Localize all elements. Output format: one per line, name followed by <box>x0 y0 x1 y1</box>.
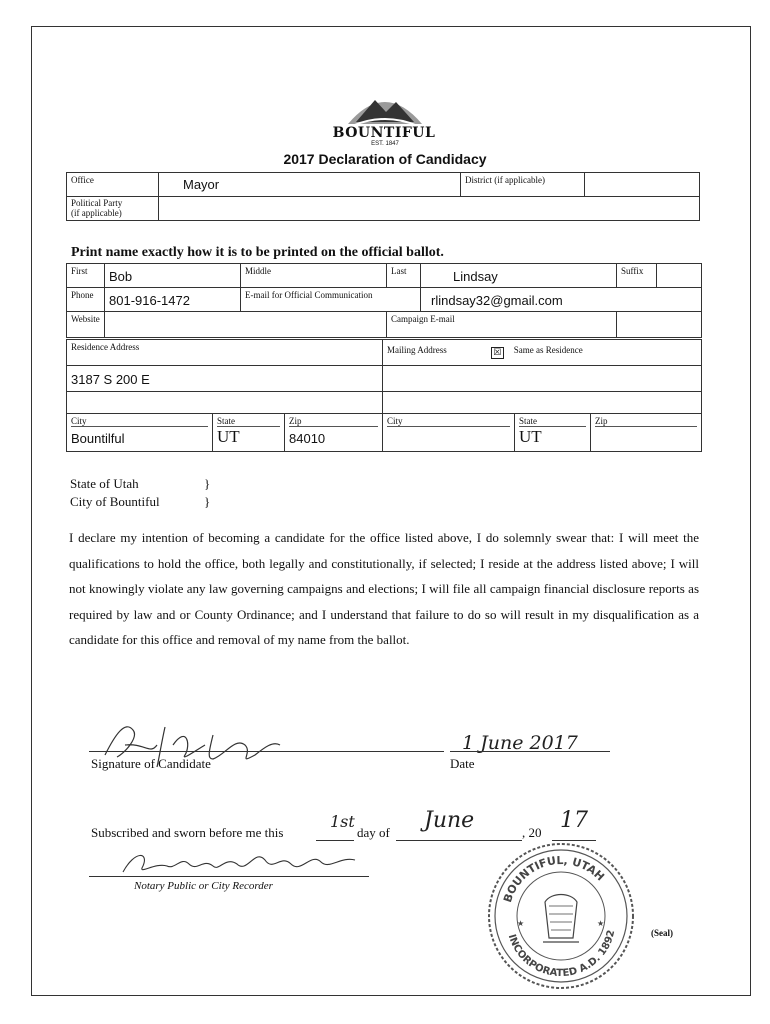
seal-label: (Seal) <box>651 928 673 938</box>
district-label-cell <box>461 173 585 197</box>
suffix-value-cell[interactable] <box>657 264 702 288</box>
last-label: Last <box>391 266 407 276</box>
party-value-cell[interactable] <box>159 197 700 221</box>
res-state-value: UT <box>217 427 240 446</box>
same-as-residence-checkbox[interactable]: ☒ <box>491 347 504 359</box>
signature-of-candidate-label: Signature of Candidate <box>91 756 211 771</box>
office-label-cell <box>67 173 159 197</box>
residence-value: 3187 S 200 E <box>71 372 150 387</box>
mailing-value-cell[interactable] <box>383 366 702 392</box>
party-label-line1: Political Party <box>71 198 123 208</box>
office-label: Office <box>71 175 94 185</box>
month-line <box>396 840 522 841</box>
svg-text:★: ★ <box>517 919 525 928</box>
date-line <box>450 751 610 752</box>
page-title: 2017 Declaration of Candidacy <box>283 151 487 167</box>
candidate-signature-line <box>89 751 444 752</box>
res-state-label: State <box>217 414 280 427</box>
first-value: Bob <box>109 269 133 284</box>
mail-state-label: State <box>519 414 586 427</box>
svg-text:★: ★ <box>597 919 605 928</box>
last-value: Lindsay <box>453 269 498 284</box>
brace-1: } <box>204 476 211 491</box>
res-city-label: City <box>71 414 208 427</box>
phone-value: 801-916-1472 <box>109 293 190 308</box>
res-zip-cell[interactable] <box>285 414 383 452</box>
first-value-cell[interactable] <box>105 264 241 288</box>
date-label: Date <box>450 756 475 771</box>
first-label-cell <box>67 264 105 288</box>
residence-line2-cell[interactable] <box>67 392 383 414</box>
mail-city-label: City <box>387 414 510 427</box>
website-value-cell[interactable] <box>105 312 387 338</box>
logo-est: EST. 1847 <box>371 141 399 147</box>
email-label: E-mail for Official Communication <box>245 290 373 300</box>
mail-state-cell[interactable] <box>515 414 591 452</box>
year-line <box>552 840 596 841</box>
residence-value-cell[interactable] <box>67 366 383 392</box>
party-label-line2: (if applicable) <box>71 208 122 218</box>
jurisdiction-block <box>70 475 210 511</box>
mail-zip-cell[interactable] <box>591 414 702 452</box>
candidate-table <box>66 263 702 338</box>
notary-label: Notary Public or City Recorder <box>134 880 273 892</box>
suffix-label-cell <box>617 264 657 288</box>
res-zip-value: 84010 <box>289 431 326 446</box>
phone-value-cell[interactable] <box>105 288 241 312</box>
middle-label: Middle <box>245 266 271 276</box>
middle-cell[interactable] <box>241 264 387 288</box>
website-label: Website <box>71 314 100 324</box>
mailing-label: Mailing Address <box>387 345 447 355</box>
notary-year-value: 17 <box>560 808 588 833</box>
res-state-cell[interactable] <box>213 414 285 452</box>
email-label-cell <box>241 288 421 312</box>
mailing-line2-cell[interactable] <box>383 392 702 414</box>
logo-name: BOUNTIFUL <box>332 125 436 141</box>
office-value: Mayor <box>183 177 220 192</box>
res-city-cell[interactable] <box>67 414 213 452</box>
residence-label: Residence Address <box>71 342 140 352</box>
corporate-seal <box>487 842 635 990</box>
notary-day-value: 1st <box>330 812 355 831</box>
city-of-bountiful: City of Bountiful <box>70 494 160 509</box>
district-value-cell[interactable] <box>585 173 700 197</box>
mail-city-cell[interactable] <box>383 414 515 452</box>
print-name-instruction: Print name exactly how it is to be printed on the official ballot. <box>71 245 444 260</box>
campaign-email-label-cell <box>387 312 617 338</box>
subscribed-text: Subscribed and sworn before me this <box>91 825 284 840</box>
last-label-cell <box>387 264 421 288</box>
notary-signature-line <box>89 876 369 877</box>
same-as-residence-label: Same as Residence <box>513 345 583 355</box>
day-of-text: day of <box>357 825 390 840</box>
campaign-email-value-cell[interactable] <box>617 312 702 338</box>
office-value-cell[interactable] <box>159 173 461 197</box>
state-of-utah: State of Utah <box>70 476 139 491</box>
phone-label-cell <box>67 288 105 312</box>
district-label: District (if applicable) <box>465 175 545 185</box>
party-label-cell <box>67 197 159 221</box>
suffix-label: Suffix <box>621 266 644 276</box>
year-prefix: , 20 <box>522 825 542 840</box>
seal-text-top: BOUNTIFUL, UTAH <box>501 853 607 905</box>
address-table <box>66 339 702 452</box>
website-label-cell <box>67 312 105 338</box>
res-city-value: Bountilful <box>71 431 125 446</box>
notary-month-value: June <box>424 808 475 833</box>
day-line <box>316 840 354 841</box>
email-value: rlindsay32@gmail.com <box>431 293 563 308</box>
seal-text-bottom: INCORPORATED A.D. 1892 <box>505 929 618 980</box>
declaration-text: I declare my intention of becoming a candidate for the office listed above, I do solemnly swear that: I will meet the qualifications to hold the office, both legally and constitutionally, if selected; I reside at the address listed above; I will not knowingly violate any law governing campaigns and elections; I will file all campaign financial disclosure reports as required by law and or County Ordinance; and I understand that failure to do so will result in my disqualification as a candidate for this office and removal of my name from the ballot. <box>69 530 699 647</box>
first-label: First <box>71 266 88 276</box>
notary-signature <box>115 842 375 884</box>
residence-label-cell <box>67 340 383 366</box>
email-value-cell[interactable] <box>421 288 702 312</box>
phone-label: Phone <box>71 290 94 300</box>
last-value-cell[interactable] <box>421 264 617 288</box>
mailing-label-cell <box>383 340 702 366</box>
signature-date-value: 1 June 2017 <box>462 732 578 754</box>
campaign-email-label: Campaign E-mail <box>391 314 455 324</box>
mail-state-value: UT <box>519 427 542 446</box>
res-zip-label: Zip <box>289 414 378 427</box>
mail-zip-label: Zip <box>595 414 697 427</box>
office-table <box>66 172 700 221</box>
brace-2: } <box>204 494 211 509</box>
